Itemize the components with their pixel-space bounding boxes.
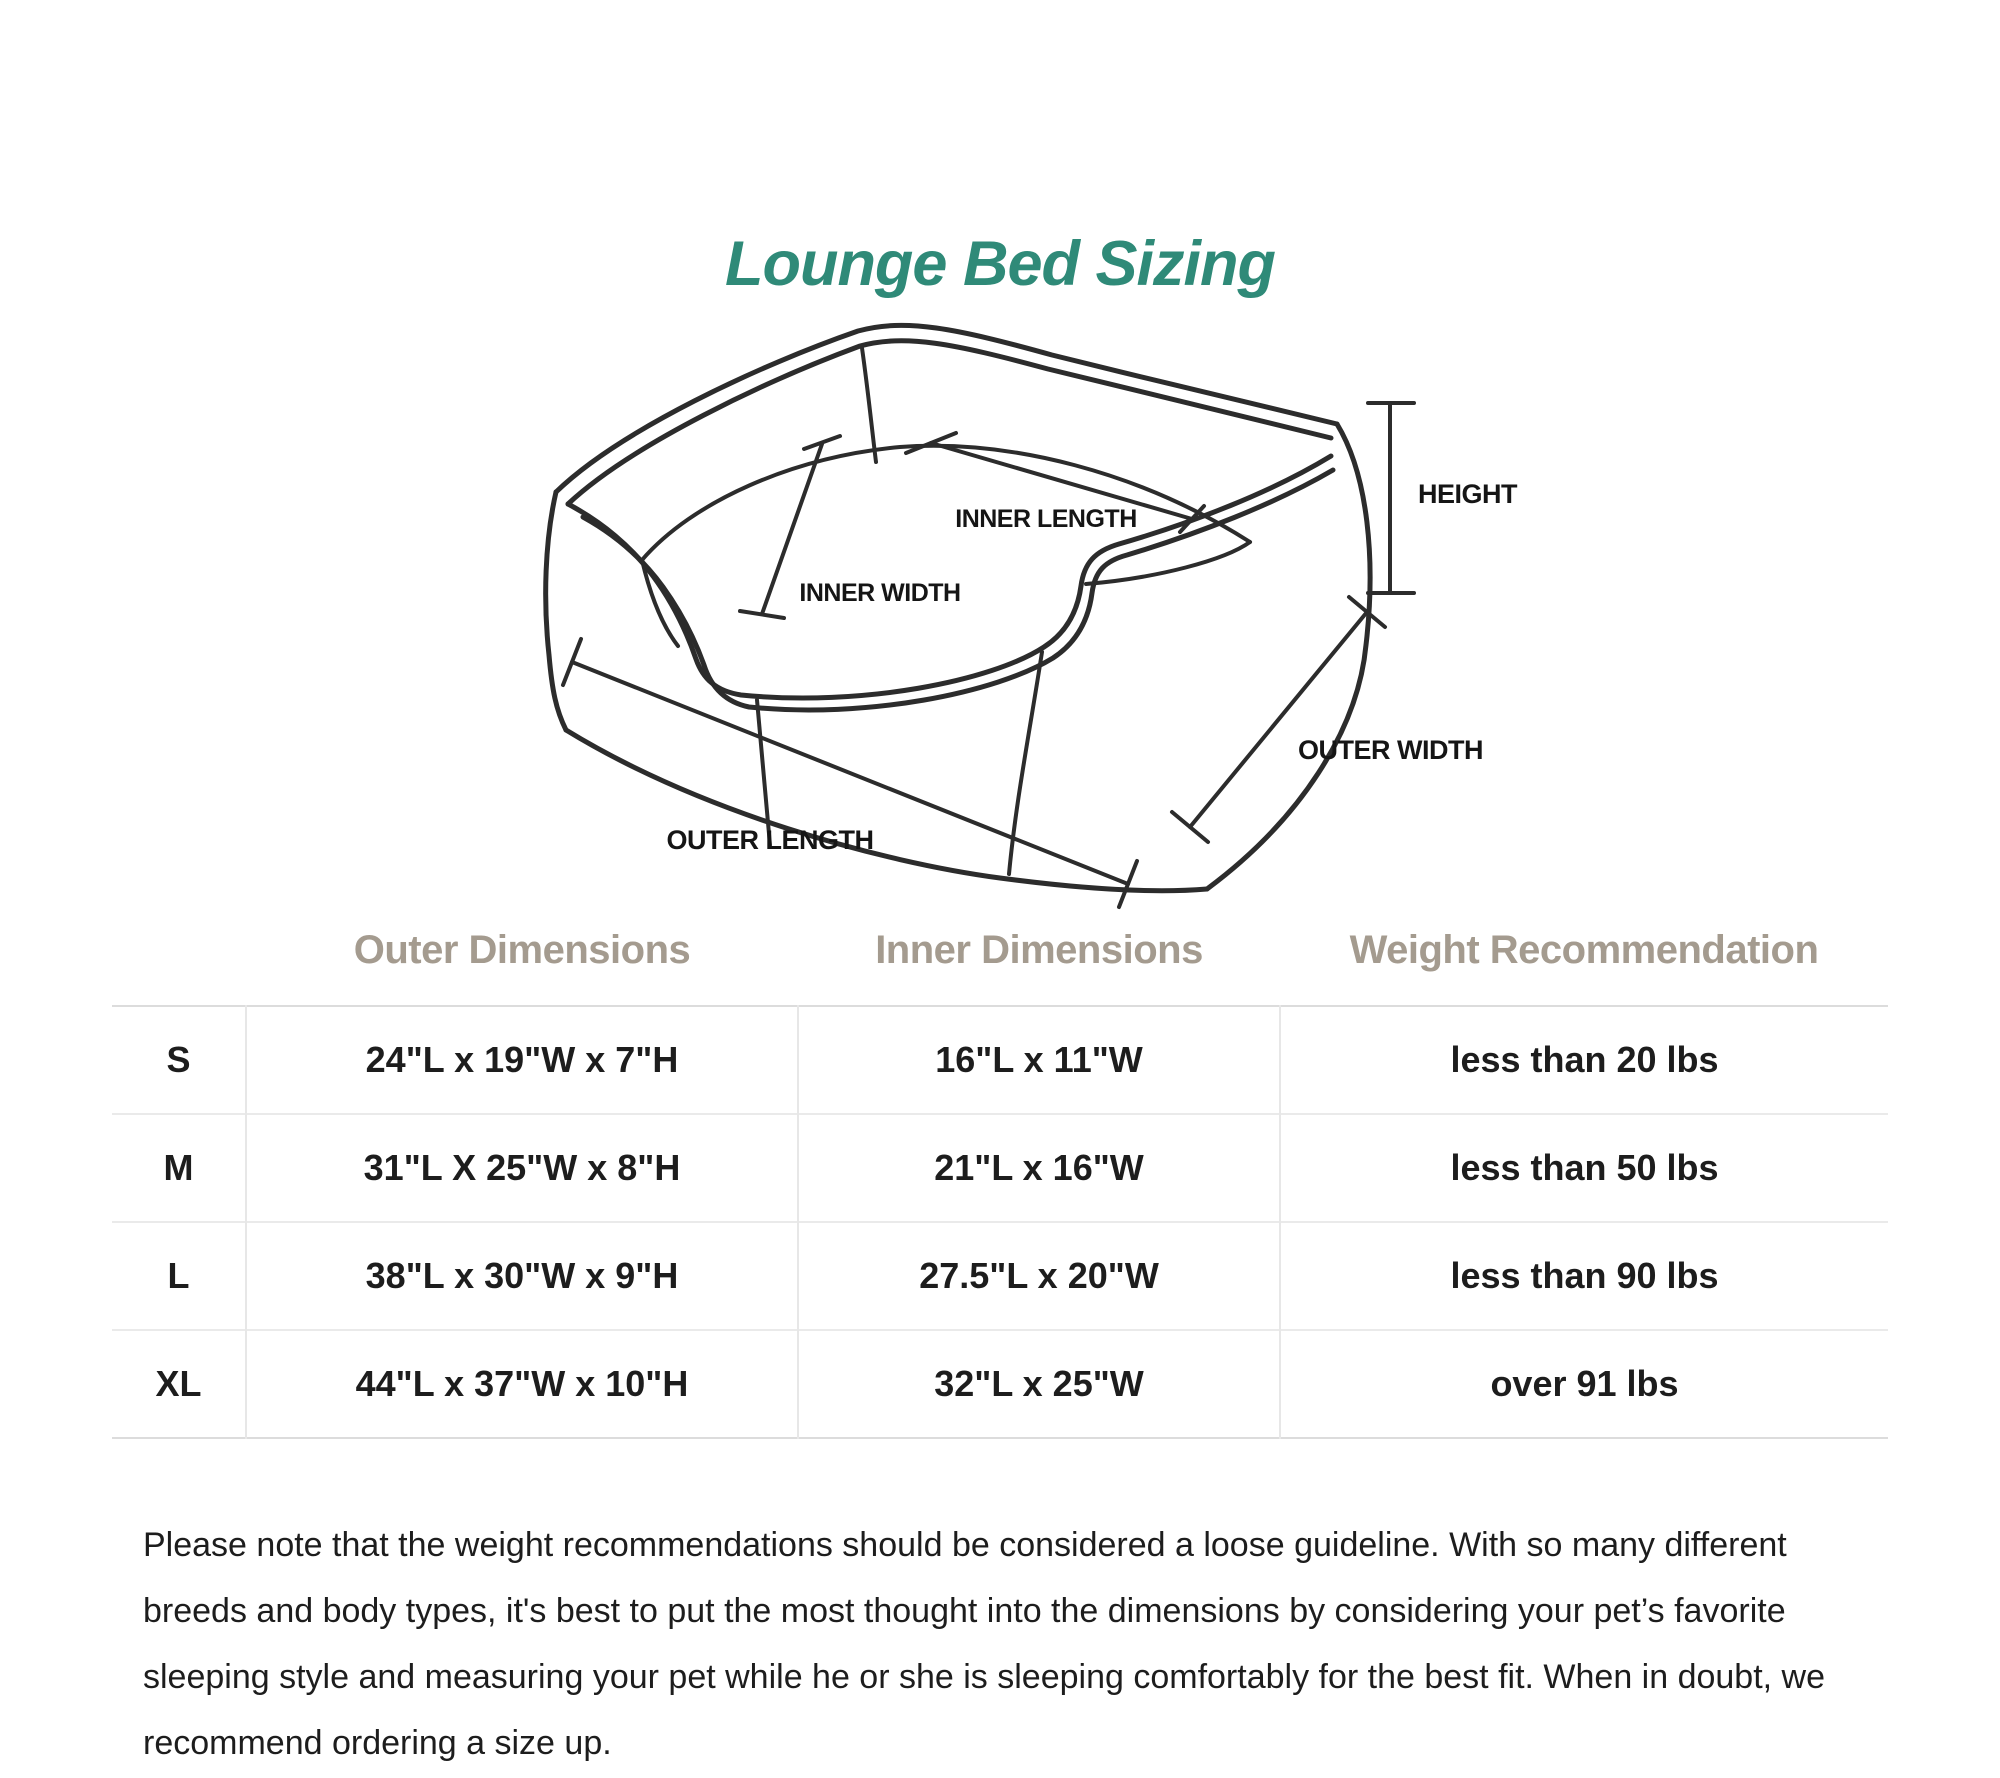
bed-outline-drawing <box>546 325 1370 890</box>
height-label: HEIGHT <box>1418 479 1518 509</box>
cell-size: XL <box>112 1330 246 1438</box>
header-outer-dimensions: Outer Dimensions <box>353 928 691 972</box>
outer-width-label: OUTER WIDTH <box>1298 735 1483 765</box>
cell-inner-dimensions: 21"L x 16"W <box>798 1114 1280 1222</box>
sizing-note: Please note that the weight recommendations should be considered a loose guideline. With so many different breeds and body types, it's best to put the most thought into the dimensions by considering your pet’s favorite sleeping style and measuring your pet while he or she is sleeping comfortably for the best fit. When in doubt, we recommend ordering a size up. <box>143 1526 1826 1762</box>
cell-weight-recommendation: less than 20 lbs <box>1280 1006 1888 1114</box>
size-table-body <box>112 1006 1888 1438</box>
size-table-headers <box>112 928 1888 973</box>
size-table-container <box>112 1005 1888 1439</box>
cell-outer-dimensions: 31"L X 25"W x 8"H <box>246 1114 798 1222</box>
cell-outer-dimensions: 24"L x 19"W x 7"H <box>246 1006 798 1114</box>
outer-length-label: OUTER LENGTH <box>666 825 874 855</box>
cell-outer-dimensions: 44"L x 37"W x 10"H <box>246 1330 798 1438</box>
cell-size: S <box>166 1039 191 1080</box>
inner-width-label: INNER WIDTH <box>799 579 961 607</box>
cell-outer-dimensions: 38"L x 30"W x 9"H <box>246 1222 798 1330</box>
page-title: Lounge Bed Sizing <box>725 229 1275 300</box>
table-row <box>112 1114 1888 1222</box>
cell-weight-recommendation: over 91 lbs <box>1280 1330 1888 1438</box>
outer-width-dimension-line <box>1172 597 1385 842</box>
cell-inner-dimensions: 16"L x 11"W <box>798 1006 1280 1114</box>
header-spacer <box>112 928 246 973</box>
table-row <box>112 1222 1888 1330</box>
cell-size: L <box>112 1222 246 1330</box>
cell-weight-recommendation: less than 50 lbs <box>1280 1114 1888 1222</box>
table-row <box>112 1006 1888 1114</box>
cell-inner-dimensions: 27.5"L x 20"W <box>798 1222 1280 1330</box>
table-row <box>112 1330 1888 1438</box>
inner-length-label: INNER LENGTH <box>955 505 1137 533</box>
header-inner-dimensions: Inner Dimensions <box>875 928 1203 972</box>
size-table <box>112 1005 1888 1439</box>
cell-inner-dimensions: 32"L x 25"W <box>798 1330 1280 1438</box>
cell-weight-recommendation: less than 90 lbs <box>1280 1222 1888 1330</box>
header-weight-recommendation: Weight Recommendation <box>1349 928 1819 972</box>
cell-size: M <box>112 1114 246 1222</box>
height-dimension-line <box>1368 403 1414 593</box>
